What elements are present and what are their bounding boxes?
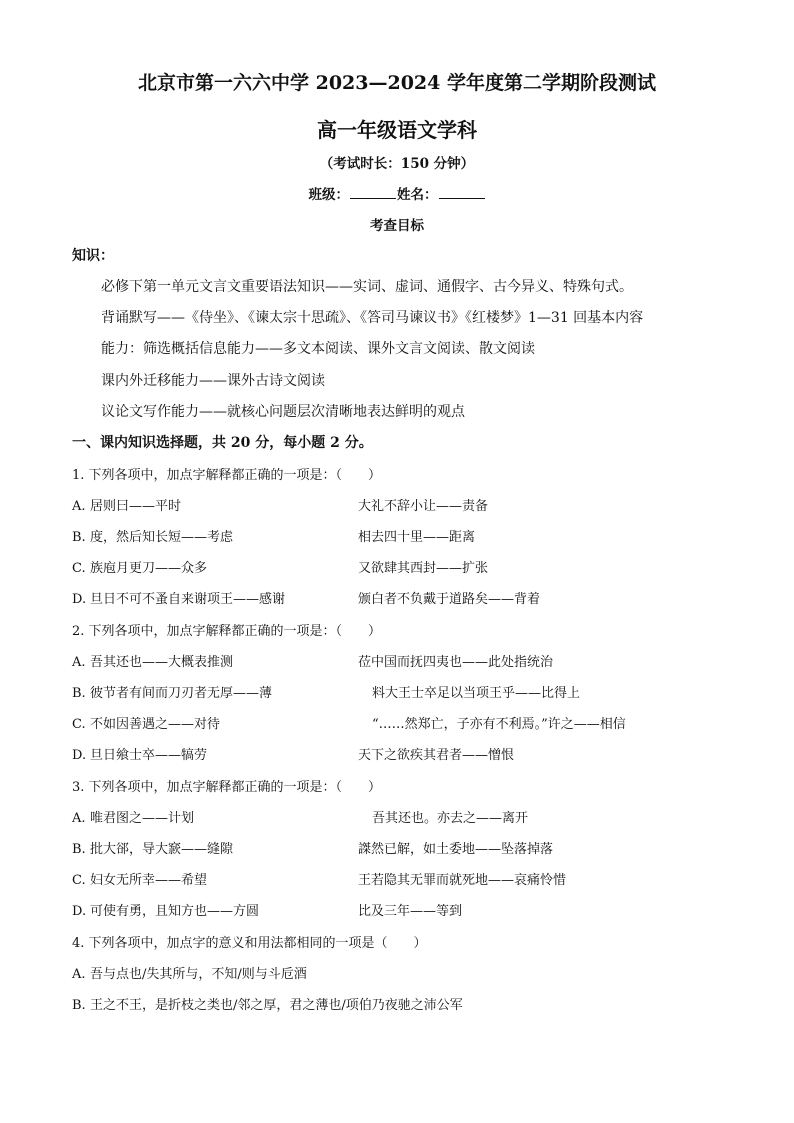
option-left <box>72 713 220 732</box>
option-right: 比及三年——等到 <box>358 904 463 919</box>
class-blank <box>350 186 396 199</box>
exam-duration: （考试时长：150 分钟） <box>319 156 475 172</box>
class-name-line <box>0 183 794 203</box>
option-text: 批大郤，导大窾——缝隙 <box>90 842 234 857</box>
question-stem: 2. 下列各项中，加点字解释都正确的一项是：（ ） <box>72 624 382 639</box>
goal-heading: 考查目标 <box>370 218 424 234</box>
option-text: 吾与点也/失其所与，不知/则与斗卮酒 <box>90 967 307 982</box>
objective-line: 议论文写作能力——就核心问题层次清晰地表达鲜明的观点 <box>101 404 465 420</box>
question-stem: 1. 下列各项中，加点字解释都正确的一项是：（ ） <box>72 468 382 483</box>
option-left <box>72 651 233 670</box>
option-right: 颁白者不负戴于道路矣——背着 <box>358 592 541 607</box>
option-text: 旦日不可不蚤自来谢项王——感谢 <box>90 592 286 607</box>
option-right: 謋然已解，如土委地——坠落掉落 <box>358 842 554 857</box>
option-text: 度，然后知长短——考虑 <box>90 530 234 545</box>
option-left <box>72 526 233 545</box>
option-label: A. <box>72 811 86 826</box>
option-left <box>72 994 463 1013</box>
option-label: C. <box>72 717 86 732</box>
option-label: B. <box>72 530 86 545</box>
option-label: A. <box>72 967 86 982</box>
option-text: 居则曰——平时 <box>90 499 182 514</box>
option-text: 旦日飨士卒——犒劳 <box>90 748 208 763</box>
option-right: 吾其还也。亦去之——离开 <box>372 811 529 826</box>
objective-line: 背诵默写——《侍坐》、《谏太宗十思疏》、《答司马谏议书》《红楼梦》1—31 回基本内容 <box>101 310 644 326</box>
option-text: 族庖月更刀——众多 <box>90 561 208 576</box>
option-label: B. <box>72 842 86 857</box>
option-left <box>72 588 285 607</box>
option-label: C. <box>72 873 86 888</box>
option-text: 可使有勇，且知方也——方圆 <box>90 904 260 919</box>
option-right: 莅中国而抚四夷也——此处指统治 <box>358 655 554 670</box>
option-label: C. <box>72 561 86 576</box>
option-left <box>72 963 307 982</box>
class-label: 班级： <box>308 187 349 203</box>
option-left <box>72 495 181 514</box>
exam-subtitle: 高一年级语文学科 <box>317 118 477 142</box>
option-left <box>72 900 259 919</box>
option-left <box>72 557 207 576</box>
option-right: 相去四十里——距离 <box>358 530 476 545</box>
option-right: 天下之欲疾其君者——憎恨 <box>358 748 515 763</box>
option-left <box>72 838 233 857</box>
option-right: “……然郑亡，子亦有不利焉。”许之——相信 <box>372 717 626 732</box>
objective-line: 能力：筛选概括信息能力——多文本阅读、课外文言文阅读、散文阅读 <box>101 341 535 357</box>
option-label: D. <box>72 904 87 919</box>
option-text: 不如因善遇之——对待 <box>90 717 221 732</box>
option-text: 彼节者有间而刀刃者无厚——薄 <box>90 686 273 701</box>
option-right: 又欲肆其西封——扩张 <box>358 561 489 576</box>
option-label: A. <box>72 499 86 514</box>
option-text: 妇女无所幸——希望 <box>90 873 208 888</box>
option-label: B. <box>72 998 86 1013</box>
option-label: A. <box>72 655 86 670</box>
name-blank <box>439 186 485 199</box>
option-right: 料大王士卒足以当项王乎——比得上 <box>372 686 581 701</box>
option-right: 大礼不辞小让——责备 <box>358 499 489 514</box>
option-right: 王若隐其无罪而就死地——哀痛怜惜 <box>358 873 567 888</box>
knowledge-label: 知识： <box>72 248 114 264</box>
option-label: B. <box>72 686 86 701</box>
option-label: D. <box>72 748 87 763</box>
option-text: 吾其还也——大概表推测 <box>90 655 234 670</box>
question-stem: 3. 下列各项中，加点字解释都正确的一项是：（ ） <box>72 780 382 795</box>
option-left <box>72 807 194 826</box>
option-left <box>72 869 207 888</box>
section-heading: 一、课内知识选择题，共 20 分，每小题 2 分。 <box>72 435 373 451</box>
option-label: D. <box>72 592 87 607</box>
option-text: 唯君图之——计划 <box>90 811 195 826</box>
name-label: 姓名： <box>397 187 438 203</box>
option-left <box>72 682 272 701</box>
exam-title: 北京市第一六六中学 2023—2024 学年度第二学期阶段测试 <box>138 72 656 94</box>
option-text: 王之不王，是折枝之类也/邻之厚，君之薄也/项伯乃夜驰之沛公军 <box>90 998 463 1013</box>
objective-line: 必修下第一单元文言文重要语法知识——实词、虚词、通假字、古今异义、特殊句式。 <box>101 279 633 295</box>
objective-line: 课内外迁移能力——课外古诗文阅读 <box>101 373 325 389</box>
question-stem: 4. 下列各项中，加点字的意义和用法都相同的一项是（ ） <box>72 936 427 951</box>
option-left <box>72 744 207 763</box>
